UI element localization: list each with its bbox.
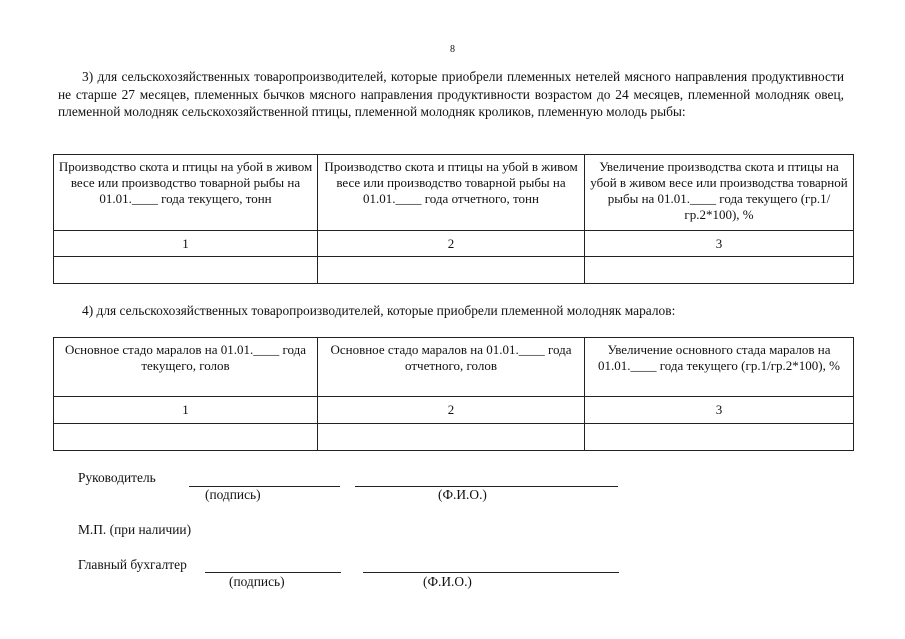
column-number: 3 (585, 231, 854, 257)
column-number: 1 (54, 231, 318, 257)
column-number: 1 (54, 397, 318, 424)
name-caption: (Ф.И.О.) (438, 487, 487, 502)
empty-cell (318, 424, 585, 451)
table-header-row (54, 155, 854, 231)
table-empty-row (54, 257, 854, 284)
column-number: 2 (318, 231, 585, 257)
header-cell: Производство скота и птицы на убой в живом весе или производство товарной рыбы на 01.01.____ года текущего, тонн (54, 155, 318, 231)
header-cell: Увеличение производства скота и птицы на убой в живом весе или производства товарной рыбы на 01.01.____ года текущего (гр.1/гр.2*100), % (585, 155, 854, 231)
table-number-row (54, 231, 854, 257)
section-3-text: 3) для сельскохозяйственных товаропроизводителей, которые приобрели племенных нетелей мясного направления продуктивности не старше 27 месяцев, племенных бычков мясного направления продуктивности возрастом до 24 месяцев, племенной молодняк овец, племенной молодняк сельскохозяйственной птицы, племенной молодняк кроликов, племенную молодь рыбы: (58, 69, 844, 119)
column-number: 2 (318, 397, 585, 424)
signature-caption: (подпись) (229, 574, 285, 589)
table-number-row (54, 397, 854, 424)
header-cell: Увеличение основного стада маралов на 01.01.____ года текущего (гр.1/гр.2*100), % (585, 338, 854, 397)
head-label: Руководитель (78, 470, 156, 485)
accountant-signature-line[interactable] (205, 572, 341, 573)
name-caption: (Ф.И.О.) (423, 574, 472, 589)
header-cell: Основное стадо маралов на 01.01.____ года отчетного, голов (318, 338, 585, 397)
table-empty-row (54, 424, 854, 451)
column-number: 3 (585, 397, 854, 424)
page-number: 8 (450, 44, 455, 55)
empty-cell (585, 424, 854, 451)
signature-caption: (подпись) (205, 487, 261, 502)
empty-cell (585, 257, 854, 284)
header-cell: Производство скота и птицы на убой в живом весе или производство товарной рыбы на 01.01.____ года отчетного, тонн (318, 155, 585, 231)
accountant-name-line[interactable] (363, 572, 619, 573)
section-4-table (53, 337, 854, 451)
table-header-row (54, 338, 854, 397)
section-3-table (53, 154, 854, 284)
accountant-label: Главный бухгалтер (78, 557, 187, 572)
empty-cell (54, 257, 318, 284)
empty-cell (54, 424, 318, 451)
empty-cell (318, 257, 585, 284)
header-cell: Основное стадо маралов на 01.01.____ года текущего, голов (54, 338, 318, 397)
section-4-text: 4) для сельскохозяйственных товаропроизводителей, которые приобрели племенной молодняк маралов: (82, 303, 676, 318)
stamp-label: М.П. (при наличии) (78, 522, 192, 537)
